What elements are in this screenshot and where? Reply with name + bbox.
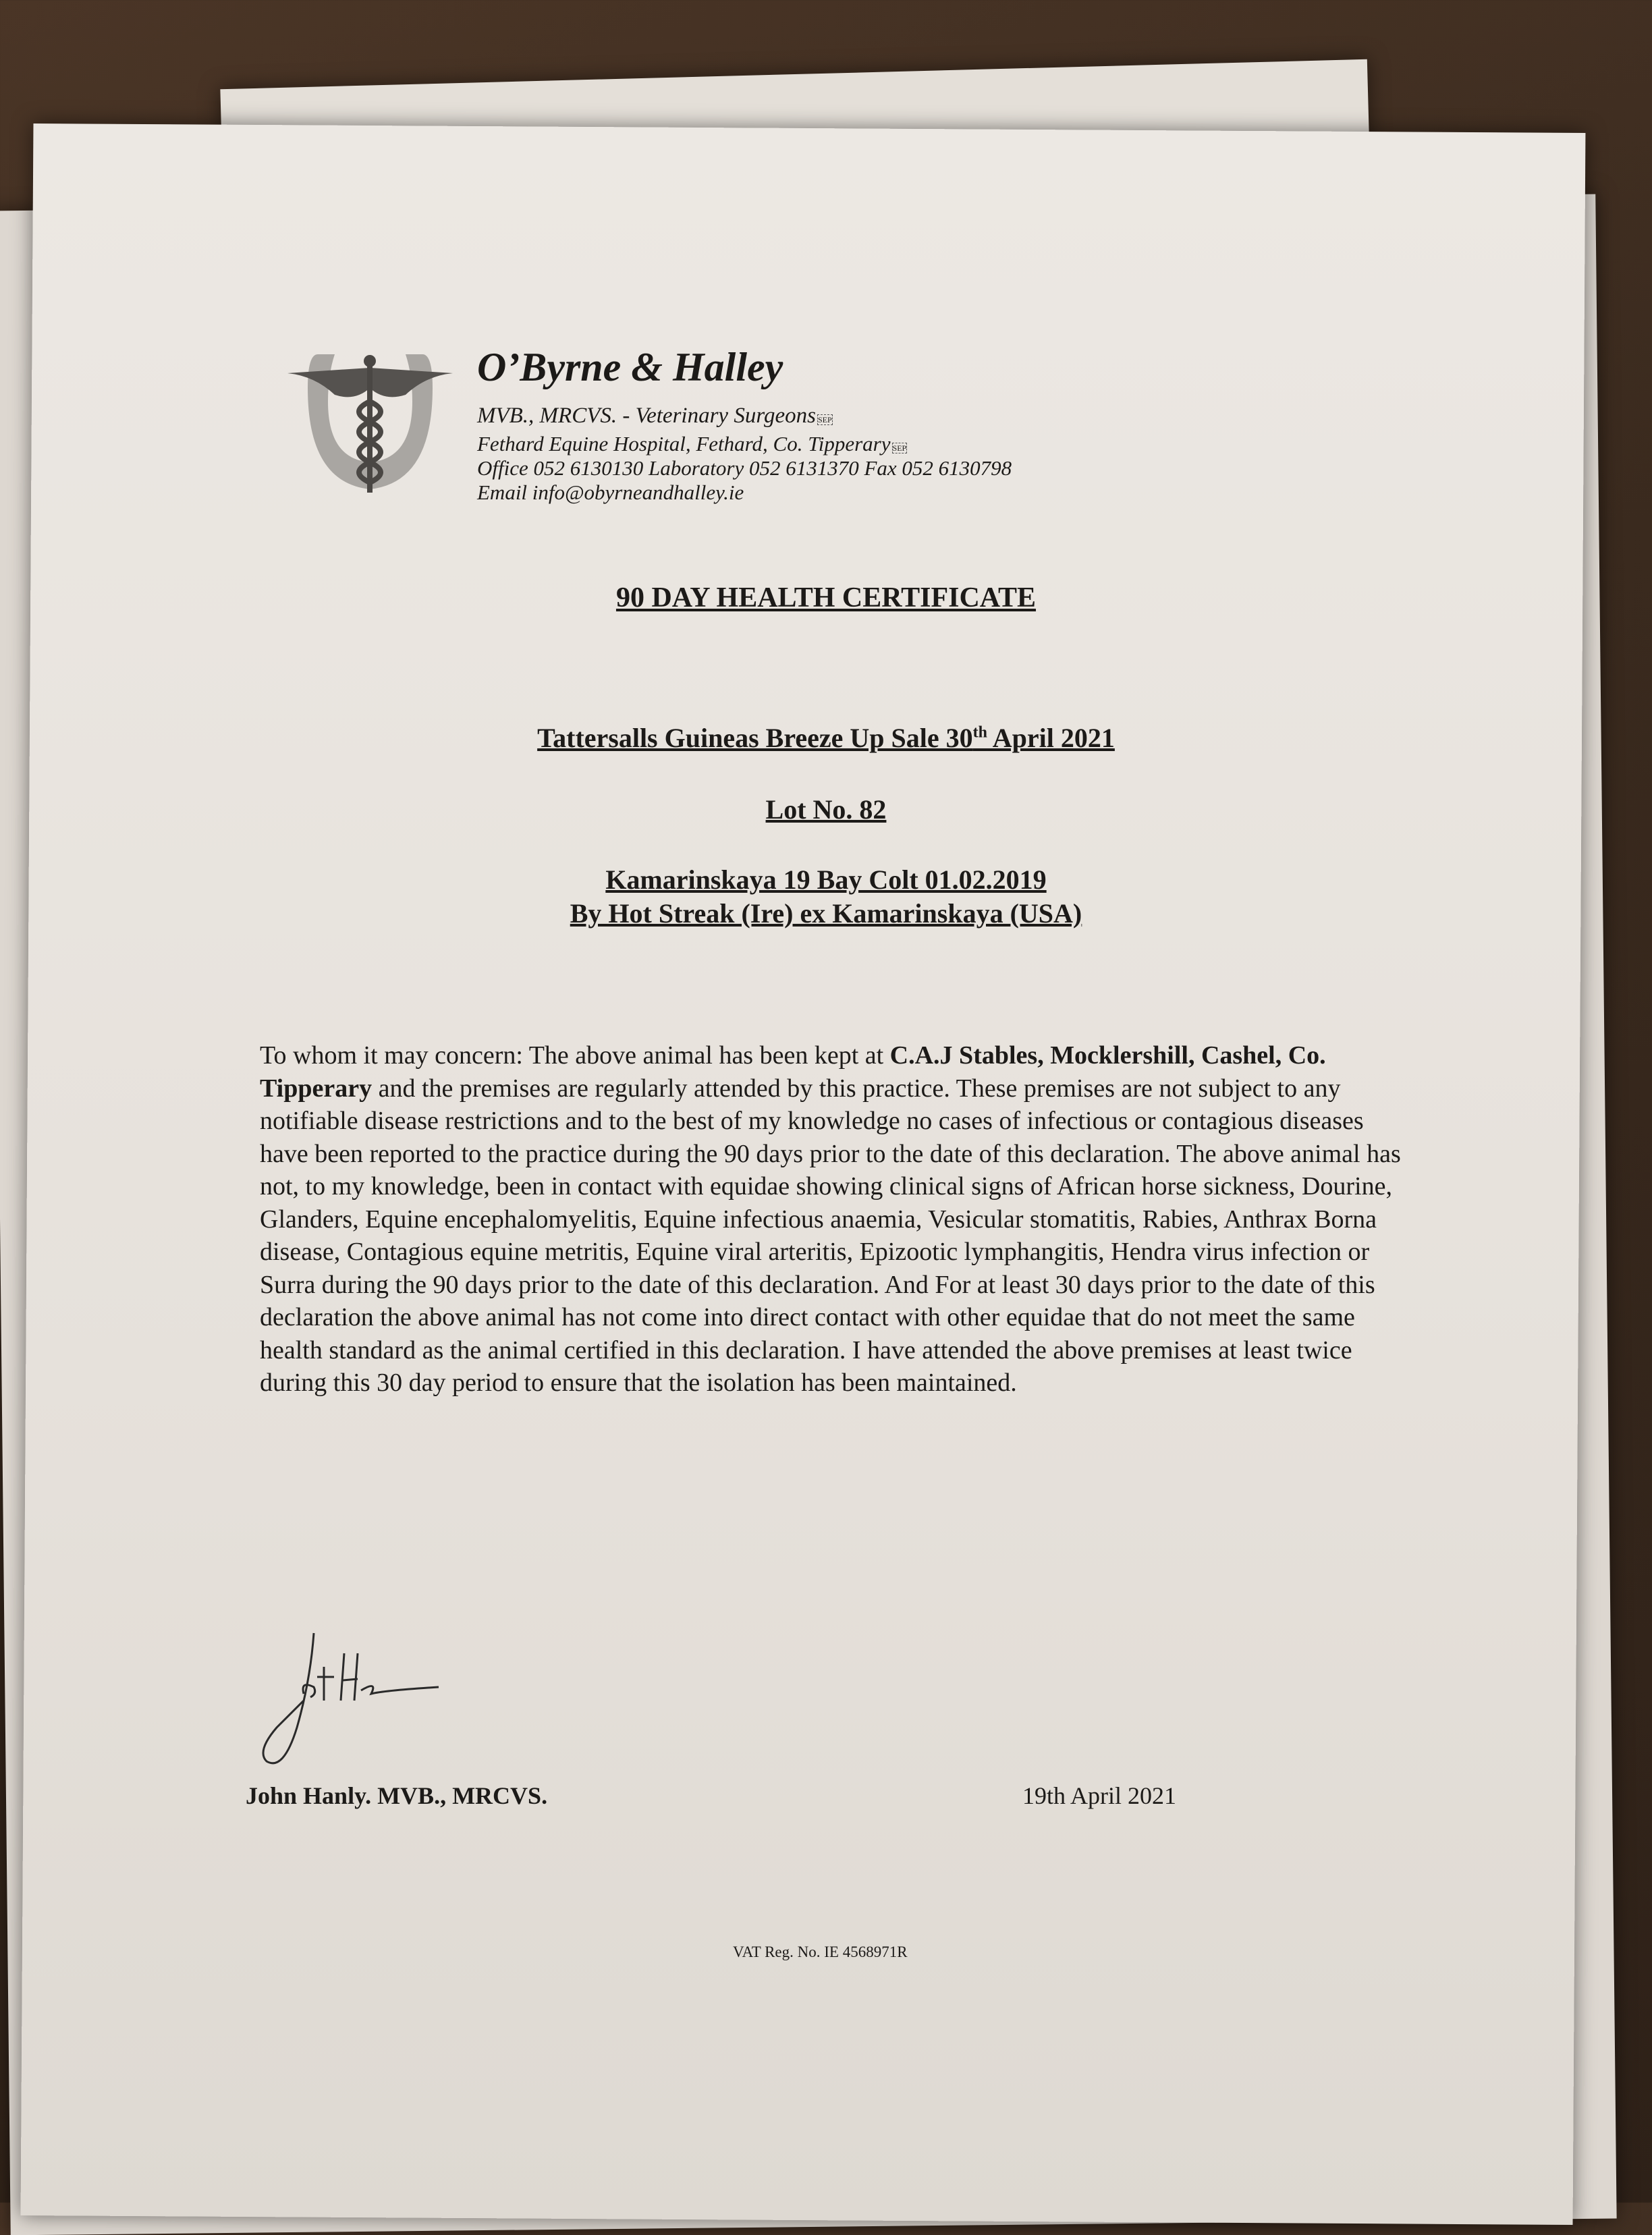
- sep-marker: SEP: [892, 443, 907, 453]
- signatory-name: John Hanly. MVB., MRCVS.: [246, 1782, 548, 1809]
- handwritten-signature: [250, 1626, 452, 1782]
- premises-name: C.A.J Stables, Mocklershill, Cashel, Co. Tipperary: [260, 1041, 1326, 1103]
- lot-number: Lot No. 82: [765, 794, 887, 825]
- sale-heading: Tattersalls Guineas Breeze Up Sale 30th April 2021: [537, 723, 1115, 753]
- signature-date: 19th April 2021: [1022, 1782, 1177, 1809]
- vat-registration: VAT Reg. No. IE 4568971R: [733, 1943, 908, 1960]
- certificate-title: 90 DAY HEALTH CERTIFICATE: [615, 582, 1037, 613]
- firm-qualifications: MVB., MRCVS. - Veterinary Surgeons SEP: [477, 404, 832, 428]
- firm-email: Email info@obyrneandhalley.ie: [477, 480, 744, 504]
- sep-marker: SEP: [817, 415, 832, 424]
- firm-name: O’Byrne & Halley: [477, 345, 783, 389]
- horse-pedigree: By Hot Streak (Ire) ex Kamarinskaya (USA): [570, 898, 1082, 929]
- declaration-body: To whom it may concern: The above animal has been kept at C.A.J Stables, Mocklershill, Cashel, Co. Tipperary and the premises are regularly attended by this practice. These premises are not subject to any notifiable disease restrictions and to the best of my knowledge no cases of infectious or contagious diseases have been reported to the practice during the 90 days prior to the date of this declaration. The above animal has not, to my knowledge, been in contact with equidae showing clinical signs of African horse sickness, Dourine, Glanders, Equine encephalomyelitis, Equine infectious anaemia, Vesicular stomatitis, Rabies, Anthrax Borna disease, Contagious equine metritis, Equine viral arteritis, Epizootic lymphangitis, Hendra virus infection or Surra during the 90 days prior to the date of this declaration. And For at least 30 days prior to the date of this declaration the above animal has not come into direct contact with other equidae that do not meet the same health standard as the animal certified in this declaration. I have attended the above premises at least twice during this 30 day period to ensure that the isolation has been maintained.: [260, 1041, 1401, 1397]
- horse-description: Kamarinskaya 19 Bay Colt 01.02.2019: [605, 864, 1047, 895]
- firm-address: Fethard Equine Hospital, Fethard, Co. Tipperary SEP: [477, 432, 907, 456]
- firm-phones: Office 052 6130130 Laboratory 052 6131370 Fax 052 6130798: [477, 456, 1012, 480]
- caduceus-logo-icon: [281, 348, 460, 496]
